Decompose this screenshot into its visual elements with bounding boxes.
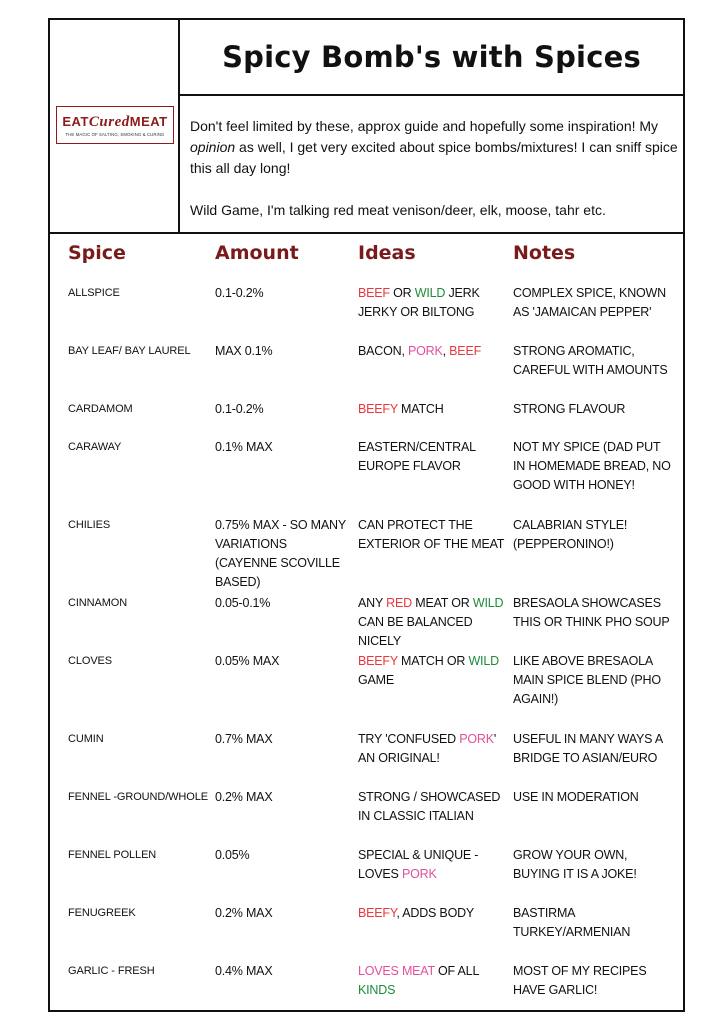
idea-segment: , xyxy=(442,344,450,358)
spice-name: GARLIC - FRESH xyxy=(68,965,155,977)
idea-segment: , ADDS BODY xyxy=(396,906,475,920)
spice-notes: USE IN MODERATION xyxy=(513,790,639,804)
idea-segment: WILD xyxy=(468,654,499,668)
idea-segment: CAN PROTECT THE EXTERIOR OF THE MEAT xyxy=(358,518,505,551)
idea-segment: ' AN ORIGINAL! xyxy=(358,732,497,765)
column-header-notes: Notes xyxy=(513,242,576,264)
idea-segment: STRONG / SHOWCASED IN CLASSIC ITALIAN xyxy=(358,790,501,823)
idea-segment: ANY xyxy=(358,596,387,610)
spice-notes: MOST OF MY RECIPES HAVE GARLIC! xyxy=(513,964,647,997)
spice-ideas xyxy=(358,284,506,322)
idea-segment: BEEF xyxy=(449,344,482,358)
column-header-spice: Spice xyxy=(68,242,126,264)
idea-segment: MEAT OR xyxy=(411,596,473,610)
spice-name: CUMIN xyxy=(68,733,104,745)
spice-name: BAY LEAF/ BAY LAUREL xyxy=(68,345,191,357)
idea-segment: JERK JERKY OR BILTONG xyxy=(358,286,480,319)
spice-notes: BASTIRMA TURKEY/ARMENIAN xyxy=(513,906,631,939)
spice-notes: STRONG FLAVOUR xyxy=(513,402,626,416)
spice-amount: 0.1% MAX xyxy=(215,440,273,454)
idea-segment: BEEF xyxy=(358,286,390,300)
spice-name: FENNEL POLLEN xyxy=(68,849,157,861)
spice-ideas xyxy=(358,962,506,1000)
spice-notes: COMPLEX SPICE, KNOWN AS 'JAMAICAN PEPPER' xyxy=(513,286,666,319)
idea-segment: GAME xyxy=(358,673,395,687)
spice-amount: 0.05-0.1% xyxy=(215,596,271,610)
spice-notes: BRESAOLA SHOWCASES THIS OR THINK PHO SOUP xyxy=(513,596,670,629)
spice-ideas xyxy=(358,788,506,826)
spice-ideas xyxy=(358,342,506,361)
idea-segment: OR xyxy=(389,286,415,300)
spice-name: ALLSPICE xyxy=(68,287,120,299)
intro-paragraph-2: Wild Game, I'm talking red meat venison/deer, elk, moose, tahr etc. xyxy=(190,202,606,218)
idea-segment: OF ALL xyxy=(434,964,479,978)
idea-segment: LOVES MEAT xyxy=(358,964,435,978)
spice-amount: 0.7% MAX xyxy=(215,732,273,746)
spice-notes: NOT MY SPICE (DAD PUT IN HOMEMADE BREAD, NO GOOD WITH HONEY! xyxy=(513,440,671,492)
idea-segment: PORK xyxy=(459,732,494,746)
idea-segment: BACON, xyxy=(358,344,408,358)
spice-ideas xyxy=(358,846,506,884)
spice-ideas xyxy=(358,904,506,923)
logo-cell xyxy=(50,20,180,232)
logo-wordmark: EATCuredMEAT xyxy=(62,113,168,130)
spice-amount: 0.05% MAX xyxy=(215,654,280,668)
spice-amount: 0.05% xyxy=(215,848,250,862)
idea-segment: BEEFY xyxy=(358,906,397,920)
idea-segment: MATCH xyxy=(397,402,444,416)
intro-paragraph-1: Don't feel limited by these, approx guide and hopefully some inspiration! My opinion as well, I get very excited about spice bombs/mixtures! I can sniff spice this all day long! xyxy=(190,118,678,176)
spice-ideas xyxy=(358,438,506,476)
idea-segment: WILD xyxy=(472,596,504,610)
idea-segment: SPECIAL & UNIQUE - LOVES xyxy=(358,848,479,881)
spice-ideas xyxy=(358,594,506,651)
spice-notes: LIKE ABOVE BRESAOLA MAIN SPICE BLEND (PHO AGAIN!) xyxy=(513,654,661,706)
spice-amount: 0.1-0.2% xyxy=(215,286,264,300)
spice-ideas xyxy=(358,400,506,419)
spice-name: CHILIES xyxy=(68,519,111,531)
spice-amount: 0.2% MAX xyxy=(215,906,273,920)
spice-amount: MAX 0.1% xyxy=(215,344,273,358)
idea-segment: PORK xyxy=(401,867,437,881)
idea-segment: MATCH OR xyxy=(397,654,469,668)
spice-ideas xyxy=(358,652,506,690)
spice-name: CINNAMON xyxy=(68,597,128,609)
spice-amount: 0.1-0.2% xyxy=(215,402,264,416)
idea-segment: BEEFY xyxy=(358,402,398,416)
spice-name: CLOVES xyxy=(68,655,113,667)
spice-name: FENNEL -GROUND/WHOLE xyxy=(68,791,208,803)
title-cell xyxy=(180,20,683,96)
spice-name: CARAWAY xyxy=(68,441,122,453)
idea-segment: KINDS xyxy=(358,983,396,997)
idea-segment: WILD xyxy=(414,286,446,300)
spice-amount: 0.4% MAX xyxy=(215,964,273,978)
spice-amount: 0.2% MAX xyxy=(215,790,273,804)
spice-guide-sheet xyxy=(48,18,685,1012)
spice-name: CARDAMOM xyxy=(68,403,133,415)
idea-segment: RED xyxy=(386,596,412,610)
spice-notes: USEFUL IN MANY WAYS A BRIDGE TO ASIAN/EURO xyxy=(513,732,663,765)
idea-segment: BEEFY xyxy=(358,654,398,668)
logo-tagline: THE MAGIC OF SALTING, SMOKING & CURING xyxy=(65,131,165,137)
spice-ideas xyxy=(358,730,506,768)
page-title: Spicy Bomb's with Spices xyxy=(222,40,641,74)
spice-notes: CALABRIAN STYLE! (PEPPERONINO!) xyxy=(513,518,628,551)
idea-segment: CAN BE BALANCED NICELY xyxy=(358,615,473,648)
idea-segment: EASTERN/CENTRAL EUROPE FLAVOR xyxy=(358,440,476,473)
idea-segment: PORK xyxy=(408,344,443,358)
eat-cured-meat-logo xyxy=(56,106,174,144)
spice-name: FENUGREEK xyxy=(68,907,136,919)
spice-notes: STRONG AROMATIC, CAREFUL WITH AMOUNTS xyxy=(513,344,668,377)
column-header-ideas: Ideas xyxy=(358,242,416,264)
spice-amount: 0.75% MAX - SO MANY VARIATIONS (CAYENNE SCOVILLE BASED) xyxy=(215,518,346,589)
intro-text xyxy=(190,116,680,221)
spice-notes: GROW YOUR OWN, BUYING IT IS A JOKE! xyxy=(513,848,637,881)
column-header-amount: Amount xyxy=(215,242,299,264)
spice-ideas xyxy=(358,516,506,554)
idea-segment: TRY 'CONFUSED xyxy=(358,732,460,746)
